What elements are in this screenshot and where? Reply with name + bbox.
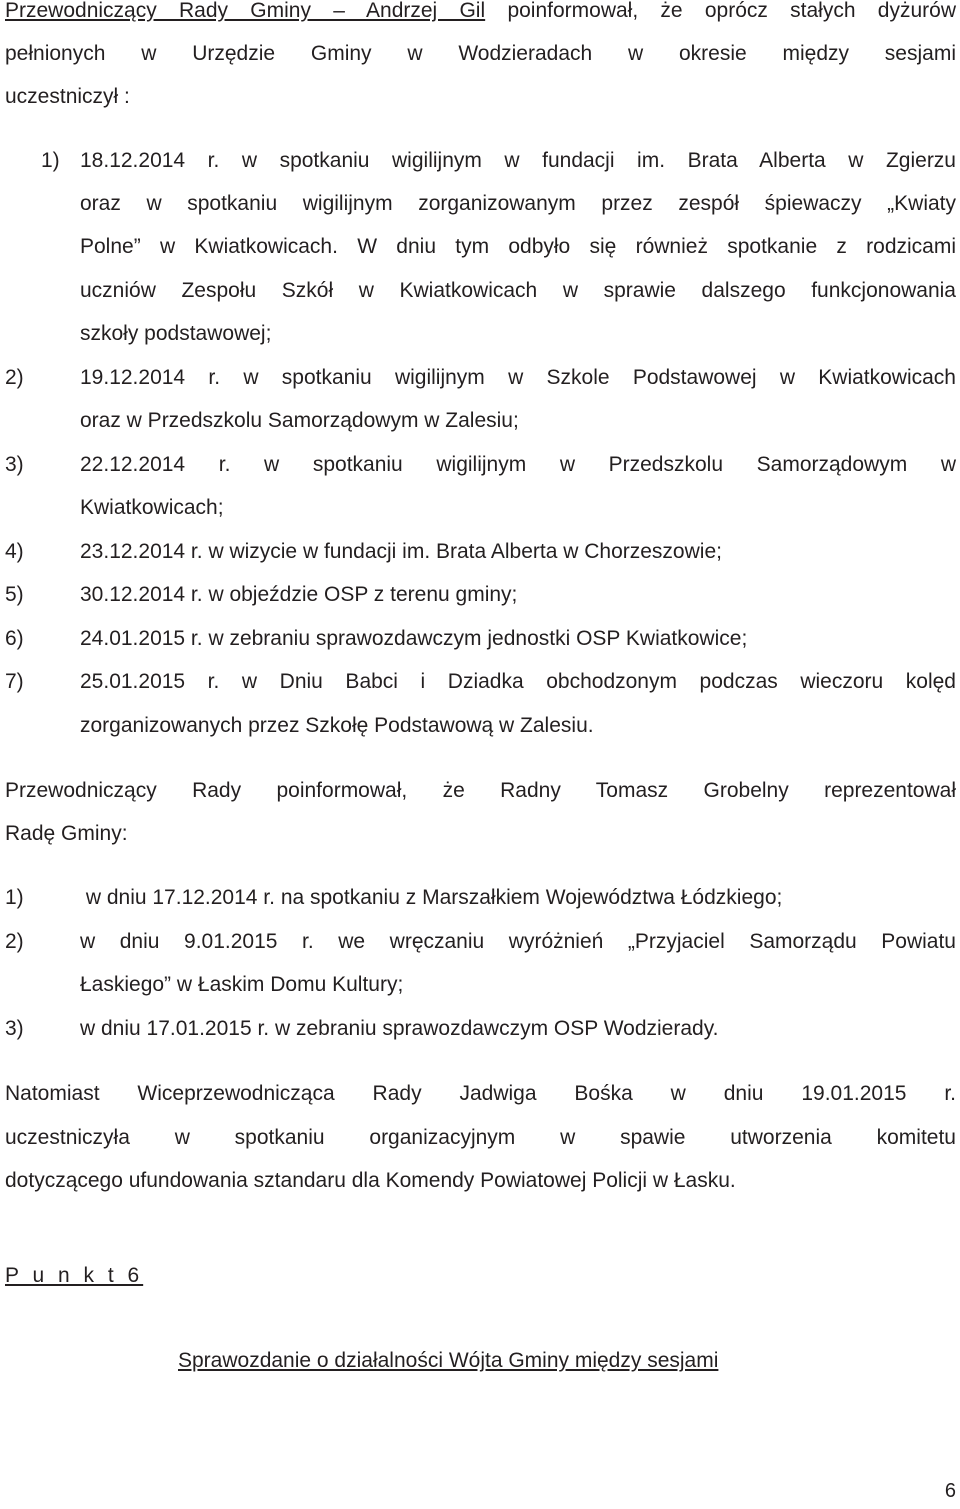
section-heading: P u n k t 6 — [5, 1264, 144, 1287]
paragraph-intro-line-2: pełnionych w Urzędzie Gminy w Wodzieradach w okresie między sesjami — [5, 42, 956, 65]
paragraph-intro-line-3: uczestniczył : — [5, 85, 130, 108]
paragraph-intro-line-1: Przewodniczący Rady Gminy – Andrzej Gil poinformował, że oprócz stałych dyżurów — [5, 0, 956, 22]
section-title: Sprawozdanie o działalności Wójta Gminy między sesjami — [178, 1349, 719, 1372]
paragraph-representation-line-1: Przewodniczący Rady poinformował, że Radny Tomasz Grobelny reprezentował — [5, 779, 956, 802]
speaker-name: Przewodniczący Rady Gminy – Andrzej Gil — [5, 0, 486, 22]
paragraph-representation-line-2: Radę Gminy: — [5, 822, 128, 845]
paragraph-vice-chair-line-2: uczestniczyła w spotkaniu organizacyjnym w spawie utworzenia komitetu — [5, 1126, 956, 1149]
paragraph-vice-chair-line-1: Natomiast Wiceprzewodnicząca Rady Jadwiga Bośka w dniu 19.01.2015 r. — [5, 1082, 956, 1105]
page-number: 6 — [944, 1480, 956, 1502]
paragraph-vice-chair-line-3: dotyczącego ufundowania sztandaru dla Komendy Powiatowej Policji w Łasku. — [5, 1169, 736, 1192]
